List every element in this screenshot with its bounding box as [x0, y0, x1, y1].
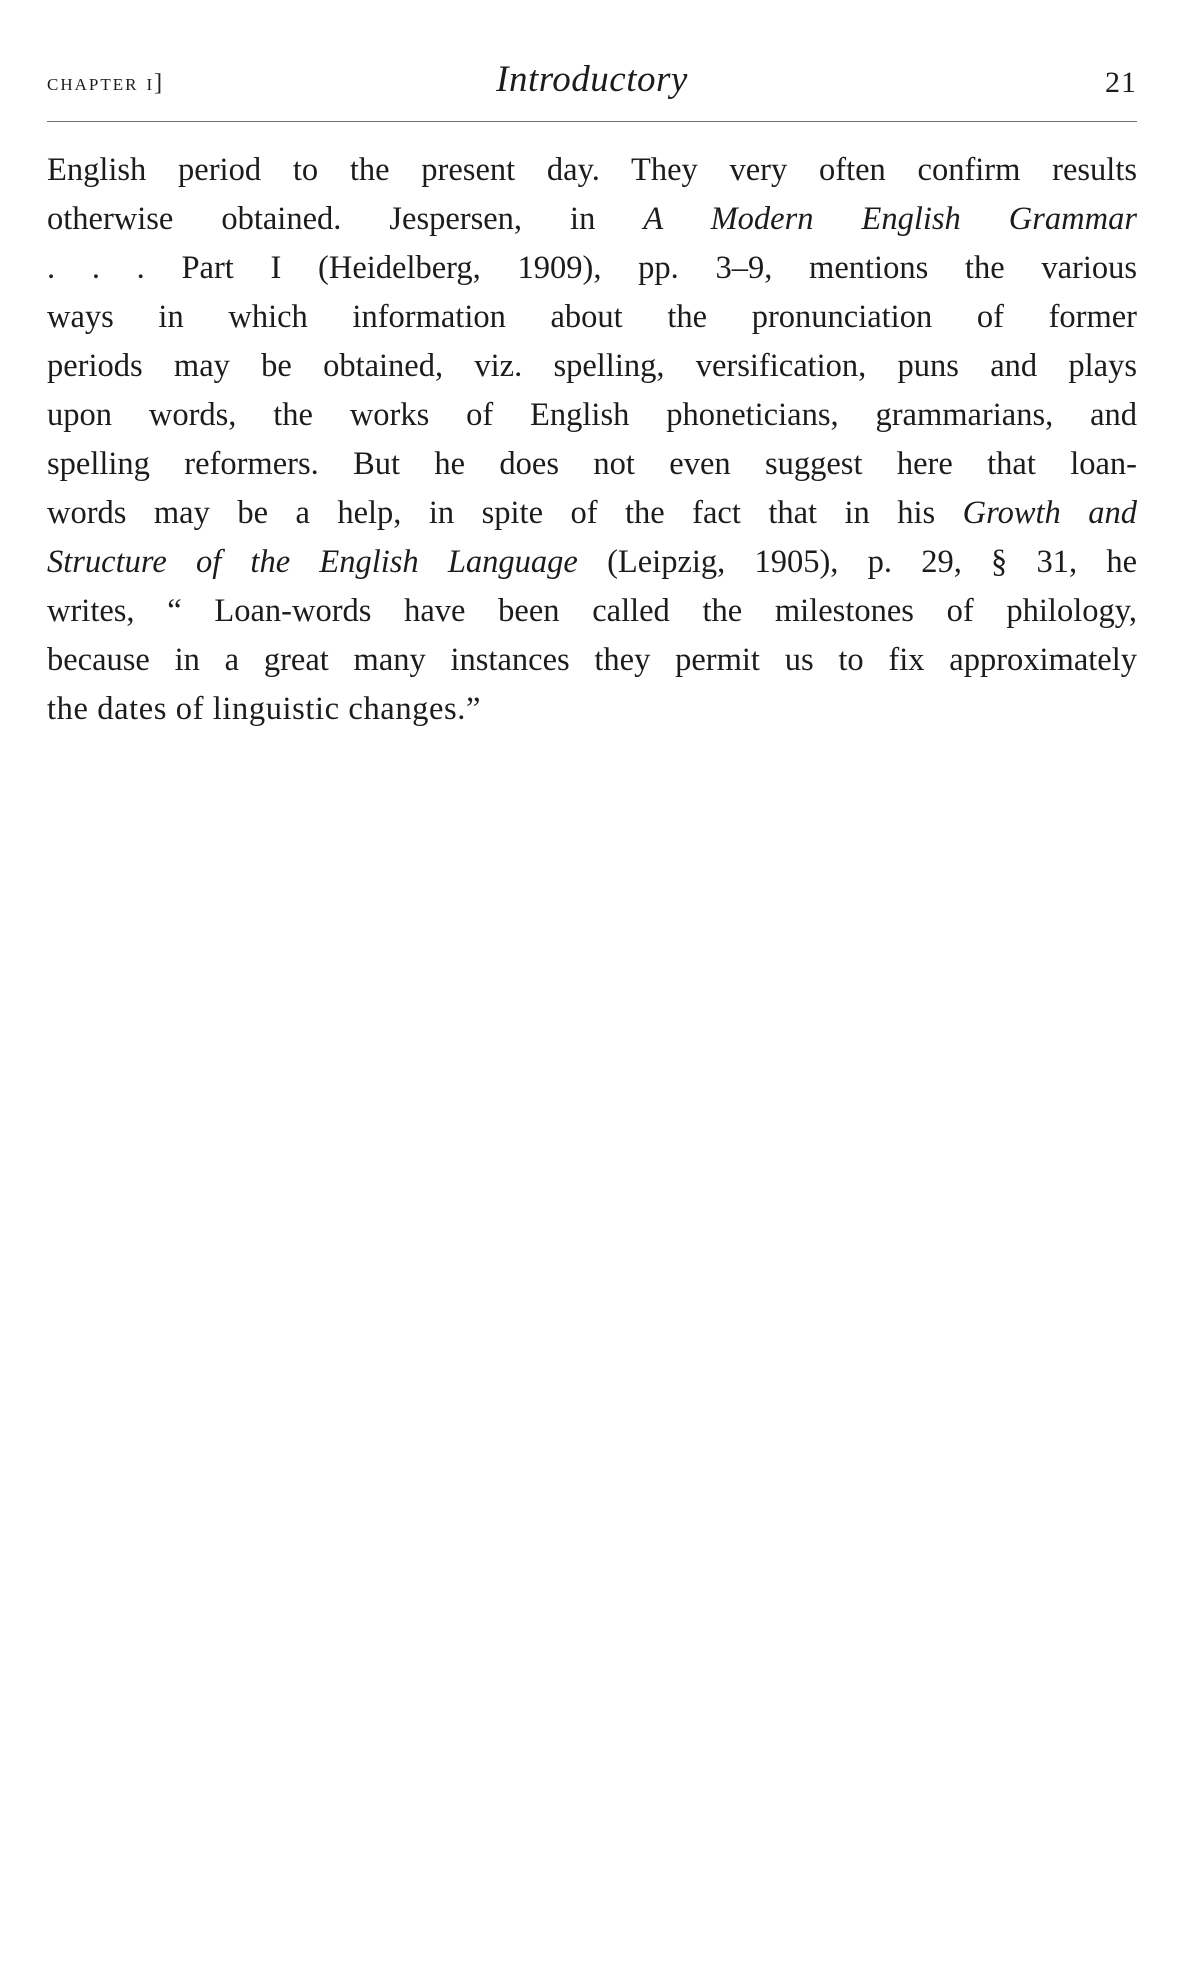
text-line: ways in which information about the pronunciation of former [47, 299, 1137, 335]
book-title: Growth and [962, 495, 1137, 531]
text-line: . . . Part I (Heidelberg, 1909), pp. 3–9, mentions the various [47, 250, 1137, 286]
text-line: because in a great many instances they permit us to fix approximately [47, 642, 1137, 678]
text-line: otherwise obtained. Jespersen, in A Modern English Grammar [47, 201, 1137, 237]
body-paragraph [47, 146, 1137, 734]
chapter-bracket: ] [154, 70, 163, 96]
text-line: English period to the present day. They very often confirm results [47, 152, 1137, 188]
text-line: writes, “ Loan-words have been called the milestones of philology, [47, 593, 1137, 629]
running-title: Introductory [496, 59, 688, 100]
text-line: upon words, the works of English phoneticians, grammarians, and [47, 397, 1137, 433]
book-title: Structure of the English Language [47, 544, 578, 580]
book-title: A Modern English Grammar [643, 201, 1137, 237]
page-number: 21 [1105, 66, 1137, 99]
chapter-label: chapter i] [47, 70, 163, 96]
text-line: Structure of the English Language (Leipzig, 1905), p. 29, § 31, he [47, 544, 1137, 580]
running-head [47, 58, 1137, 108]
text-line: spelling reformers. But he does not even suggest here that loan- [47, 446, 1137, 482]
header-rule [47, 121, 1137, 122]
text-line: periods may be obtained, viz. spelling, versification, puns and plays [47, 348, 1137, 384]
text-line: words may be a help, in spite of the fact that in his Growth and [47, 495, 1137, 531]
text-line: the dates of linguistic changes.” [47, 691, 482, 727]
